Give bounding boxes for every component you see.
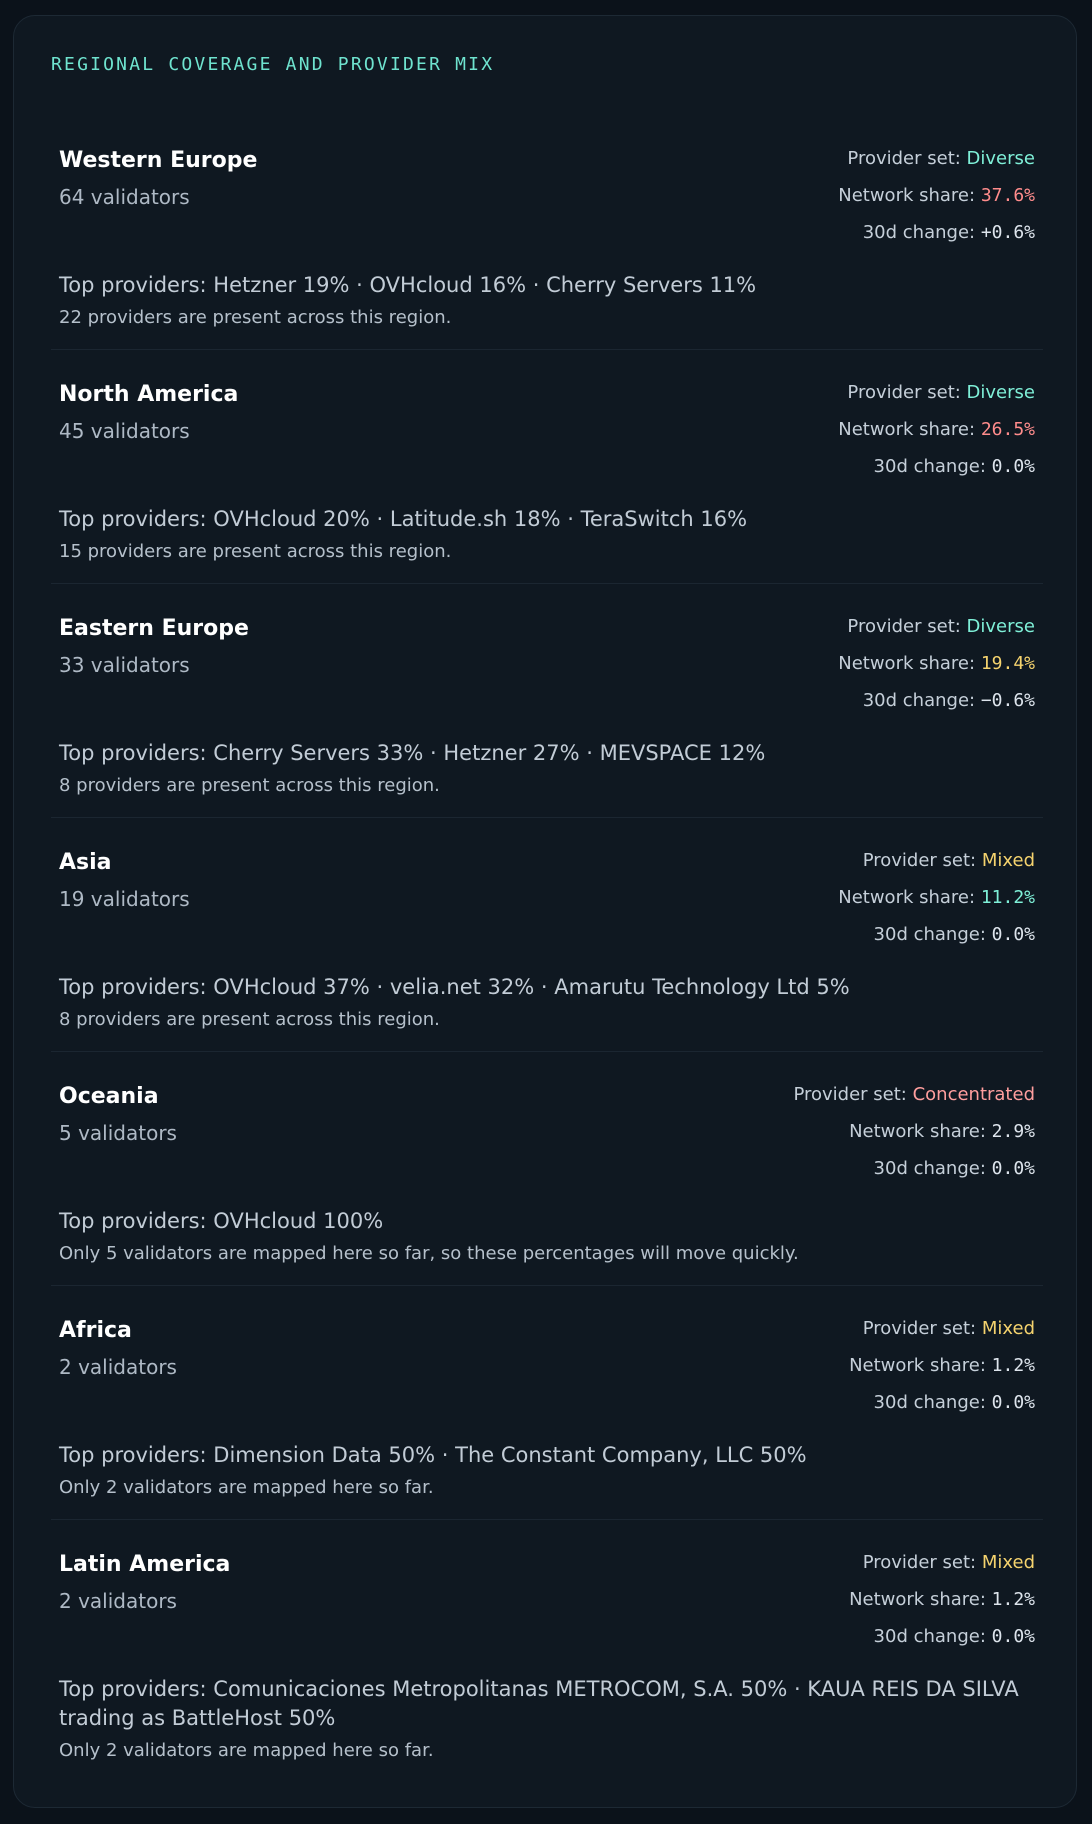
validator-count: 45 validators bbox=[59, 419, 190, 443]
change-30d-value: −0.6% bbox=[980, 690, 1035, 711]
region-note: 22 providers are present across this region. bbox=[59, 307, 452, 328]
validator-count: 2 validators bbox=[59, 1355, 177, 1379]
change-30d-value: +0.6% bbox=[980, 222, 1035, 243]
region-note: 8 providers are present across this region. bbox=[59, 775, 440, 796]
region-note: Only 2 validators are mapped here so far. bbox=[59, 1740, 434, 1761]
region-note: Only 2 validators are mapped here so far. bbox=[59, 1477, 434, 1498]
provider-set-label: Provider set: bbox=[793, 1084, 907, 1105]
provider-set-value: Diverse bbox=[966, 616, 1035, 637]
region-asia bbox=[51, 818, 1043, 1052]
provider-set-label: Provider set: bbox=[847, 616, 961, 637]
region-stats bbox=[849, 1316, 1035, 1427]
validator-count: 64 validators bbox=[59, 185, 190, 209]
network-share-label: Network share: bbox=[849, 1121, 986, 1142]
provider-set-value: Diverse bbox=[966, 148, 1035, 169]
region-stats bbox=[793, 1082, 1035, 1193]
top-providers: Top providers: Hetzner 19% · OVHcloud 16% · Cherry Servers 11% bbox=[59, 273, 757, 297]
network-share-value: 11.2% bbox=[980, 887, 1035, 908]
network-share-label: Network share: bbox=[838, 185, 976, 206]
provider-set-label: Provider set: bbox=[862, 1552, 977, 1573]
network-share-value: 37.6% bbox=[980, 185, 1035, 206]
change-30d-value: 0.0% bbox=[991, 1626, 1035, 1647]
region-name: Latin America bbox=[59, 1552, 231, 1577]
change-30d-value: 0.0% bbox=[991, 924, 1035, 945]
change-30d-label: 30d change: bbox=[873, 1626, 986, 1647]
network-share-label: Network share: bbox=[838, 887, 976, 908]
region-name: Oceania bbox=[59, 1084, 159, 1109]
region-name: Eastern Europe bbox=[59, 616, 249, 641]
region-note: 15 providers are present across this region. bbox=[59, 541, 452, 562]
network-share-label: Network share: bbox=[849, 1589, 986, 1610]
region-note: Only 5 validators are mapped here so far, so these percentages will move quickly. bbox=[59, 1243, 799, 1264]
network-share-label: Network share: bbox=[838, 653, 976, 674]
region-stats bbox=[838, 614, 1035, 725]
network-share-value: 26.5% bbox=[980, 419, 1035, 440]
change-30d-label: 30d change: bbox=[862, 690, 976, 711]
change-30d-value: 0.0% bbox=[991, 456, 1035, 477]
change-30d-label: 30d change: bbox=[873, 456, 986, 477]
provider-set-value: Concentrated bbox=[912, 1084, 1035, 1105]
region-north-america bbox=[51, 350, 1043, 584]
region-africa bbox=[51, 1286, 1043, 1520]
region-name: Asia bbox=[59, 850, 112, 875]
top-providers: Top providers: OVHcloud 100% bbox=[59, 1209, 384, 1233]
provider-set-value: Mixed bbox=[981, 1318, 1035, 1339]
provider-set-value: Diverse bbox=[966, 382, 1035, 403]
validator-count: 2 validators bbox=[59, 1589, 177, 1613]
provider-set-label: Provider set: bbox=[862, 850, 977, 871]
validator-count: 19 validators bbox=[59, 887, 190, 911]
network-share-value: 1.2% bbox=[991, 1589, 1035, 1610]
region-name: Western Europe bbox=[59, 148, 258, 173]
change-30d-value: 0.0% bbox=[991, 1392, 1035, 1413]
change-30d-label: 30d change: bbox=[873, 1392, 986, 1413]
region-eastern-europe bbox=[51, 584, 1043, 818]
region-oceania bbox=[51, 1052, 1043, 1286]
network-share-value: 1.2% bbox=[991, 1355, 1035, 1376]
provider-set-label: Provider set: bbox=[847, 148, 961, 169]
change-30d-label: 30d change: bbox=[862, 222, 976, 243]
change-30d-label: 30d change: bbox=[873, 1158, 986, 1179]
region-western-europe bbox=[51, 116, 1043, 350]
network-share-label: Network share: bbox=[838, 419, 976, 440]
network-share-label: Network share: bbox=[849, 1355, 986, 1376]
region-stats bbox=[838, 380, 1035, 491]
region-stats bbox=[838, 848, 1035, 959]
region-list bbox=[51, 116, 1043, 1780]
top-providers: Top providers: OVHcloud 37% · velia.net 32% · Amarutu Technology Ltd 5% bbox=[59, 975, 850, 999]
change-30d-label: 30d change: bbox=[873, 924, 986, 945]
region-name: North America bbox=[59, 382, 239, 407]
network-share-value: 2.9% bbox=[991, 1121, 1035, 1142]
top-providers: Top providers: Cherry Servers 33% · Hetzner 27% · MEVSPACE 12% bbox=[59, 741, 766, 765]
provider-set-label: Provider set: bbox=[847, 382, 961, 403]
provider-set-value: Mixed bbox=[981, 850, 1035, 871]
region-stats bbox=[849, 1550, 1035, 1661]
region-note: 8 providers are present across this region. bbox=[59, 1009, 440, 1030]
region-name: Africa bbox=[59, 1318, 132, 1343]
network-share-value: 19.4% bbox=[980, 653, 1035, 674]
validator-count: 33 validators bbox=[59, 653, 190, 677]
top-providers: Top providers: Comunicaciones Metropolitanas METROCOM, S.A. 50% · KAUA REIS DA SILVA trading as BattleHost 50% bbox=[59, 1677, 1019, 1730]
region-latin-america bbox=[51, 1520, 1043, 1780]
top-providers: Top providers: Dimension Data 50% · The Constant Company, LLC 50% bbox=[59, 1443, 807, 1467]
region-stats bbox=[838, 146, 1035, 257]
provider-set-label: Provider set: bbox=[862, 1318, 977, 1339]
change-30d-value: 0.0% bbox=[991, 1158, 1035, 1179]
validator-count: 5 validators bbox=[59, 1121, 177, 1145]
regional-coverage-panel bbox=[13, 15, 1077, 1808]
panel-title: REGIONAL COVERAGE AND PROVIDER MIX bbox=[51, 54, 495, 75]
top-providers: Top providers: OVHcloud 20% · Latitude.sh 18% · TeraSwitch 16% bbox=[59, 507, 748, 531]
provider-set-value: Mixed bbox=[981, 1552, 1035, 1573]
